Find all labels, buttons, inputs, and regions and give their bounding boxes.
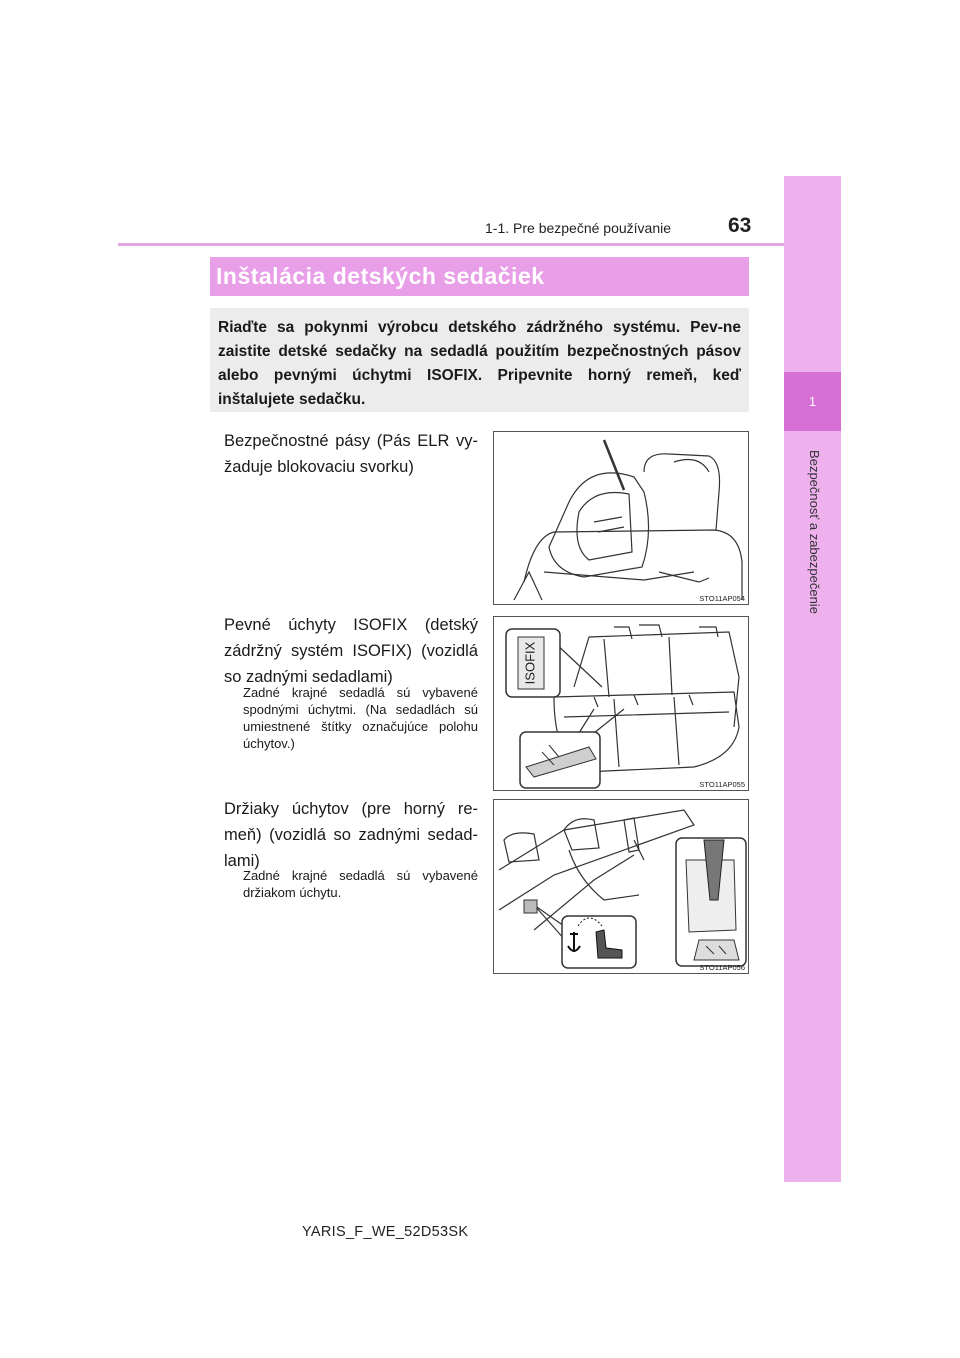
figure-tether-anchor-brackets: [493, 799, 749, 974]
figure-seatbelt-child-seat: [493, 431, 749, 605]
item-note-tether-anchors: Zadné krajné sedadlá sú vybavené držiakom úchytu.: [243, 868, 478, 900]
item-title-tether-anchors: Držiaky úchytov (pre horný re-meň) (vozidlá so zadnými sedad-lami): [224, 800, 478, 870]
title-band: [210, 257, 749, 296]
item-note-isofix: Zadné krajné sedadlá sú vybavené spodnými úchytmi. (Na sedadlách sú umiestnené štítky označujúce polohu úchytov.): [243, 685, 478, 751]
footer-document-code: YARIS_F_WE_52D53SK: [302, 1224, 469, 1240]
chapter-title-vertical: Bezpečnosť a zabezpečenie: [807, 450, 822, 614]
isofix-label: ISOFIX: [522, 641, 538, 685]
figure-code: STO11AP056: [699, 963, 745, 972]
page-title: Inštalácia detských sedačiek: [216, 263, 545, 289]
tether-anchor-illustration: [494, 800, 748, 973]
chapter-side-tab: [784, 176, 841, 1182]
child-seat-illustration: [494, 432, 748, 604]
section-header: 1-1. Pre bezpečné používanie: [485, 220, 672, 236]
figure-isofix-anchors: [493, 616, 749, 791]
intro-text: Riaďte sa pokynmi výrobcu detského zádržného systému. Pev-ne zaistite detské sedačky na sedadlá použitím bezpečnostných pásov alebo pevnými úchytmi ISOFIX. Pripevnite horný remeň, keď inštalujete sedačku.: [218, 319, 741, 408]
item-title-isofix: Pevné úchyty ISOFIX (detský zádržný systém ISOFIX) (vozidlá so zadnými sedadlami): [224, 616, 478, 686]
intro-box: [210, 308, 749, 412]
figure-code: STO11AP054: [699, 594, 745, 603]
item-title-seatbelts: Bezpečnostné pásy (Pás ELR vy-žaduje blokovaciu svorku): [224, 432, 478, 476]
header-rule: [118, 243, 784, 246]
figure-code: STO11AP055: [699, 780, 745, 789]
isofix-seat-illustration: [494, 617, 748, 790]
chapter-number: 1: [808, 394, 817, 409]
page-number: 63: [728, 214, 752, 237]
chapter-number-tab: [784, 372, 841, 431]
